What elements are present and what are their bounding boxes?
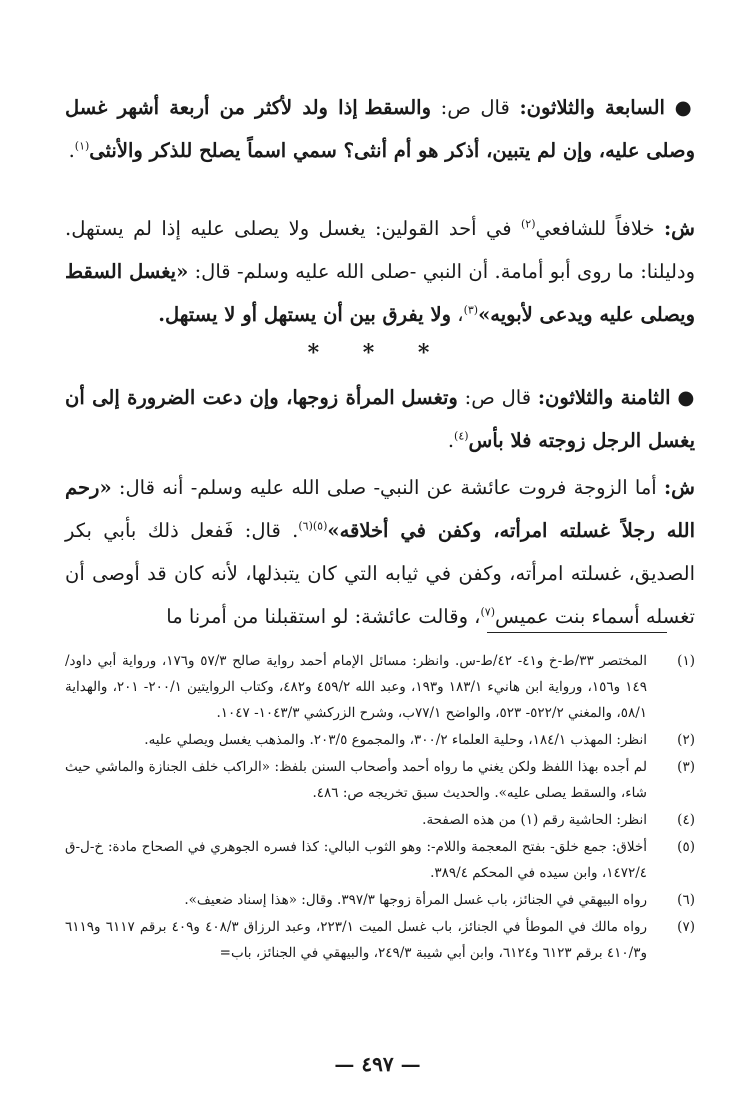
commentary-label: ش: [663,217,695,240]
page-number: — ٤٩٧ — [334,1052,421,1076]
footnote-text: أخلاق: جمع خلق- بفتح المعجمة واللام-: وهو الثوب البالي: كذا فسره الجوهري في الصحاح مادة: خ-ل-ق ١٤٧٢/٤، وابن سيده في المحكم ٣٨٩/٤. [65,839,647,881]
commentary-37-paragraph [65,207,695,336]
footnote-item [65,807,695,833]
footnote-number: (٣) [677,759,695,775]
footnote-ref: (١) [74,139,90,153]
rule-intro: قال ص: [431,96,520,119]
footnote-item [65,914,695,966]
commentary-text: خلافاً للشافعي [535,217,664,240]
rule-text: وتغسل المرأة زوجها، وإن دعت الضرورة إلى أن يغسل الرجل زوجته فلا بأس [65,386,695,452]
rule-text: والسقط إذا ولد لأكثر من أربعة أشهر غسل وصلى عليه، وإن لم يتبين، أذكر هو أم أنثى؟ سمي اسماً يصلح للذكر والأنثى [65,96,695,162]
footnote-text: انظر: المهذب ١٨٤/١، وحلية العلماء ٣٠٠/٢، والمجموع ٢٠٣/٥. والمذهب يغسل ويصلي عليه. [144,732,647,748]
footnote-ref: (٢) [520,217,536,231]
footnote-item [65,727,695,753]
rule-38-paragraph [65,376,695,462]
footnote-text: لم أجده بهذا اللفظ ولكن يغني ما رواه أحمد وأصحاب السنن بلفظ: «الراكب خلف الجنازة والماشي حيث شاء، والسقط يصلى عليه». والحديث سبق تخريجه ص: ٤٨٦. [65,759,647,801]
rule-heading: السابعة والثلاثون: [519,96,665,119]
commentary-conclusion: ولا يفرق بين أن يستهل أو لا يستهل. [158,303,452,326]
rule-heading: الثامنة والثلاثون: [537,386,671,409]
footnote-number: (٥) [677,839,695,855]
footnote-text: انظر: الحاشية رقم (١) من هذه الصفحة. [422,812,647,828]
footnote-item [65,887,695,913]
footnote-item [65,834,695,886]
footnote-ref: (٣) [463,303,479,317]
section-separator: * * * [307,340,448,366]
footnote-item [65,754,695,806]
footnote-number: (٧) [677,919,695,935]
rule-intro: قال ص: [457,386,538,409]
commentary-text: ، [451,303,464,326]
footnote-ref: (٤) [454,429,469,443]
hadith-quote: «رحم الله رجلاً غسلته امرأته، وكفن في أخلاقه» [65,476,696,542]
commentary-text: أما الزوجة فروت عائشة عن النبي- صلى الله عليه وسلم- أنه قال: [111,476,664,499]
footnote-ref: (٥)(٦) [298,519,328,533]
commentary-text: ، وقالت عائشة: لو استقبلنا من أمرنا ما [166,605,481,628]
footnotes [65,648,695,967]
commentary-label: ش: [663,476,695,499]
footnote-divider [487,632,667,633]
rule-tail: . [447,429,455,452]
footnote-item [65,648,695,726]
rule-37-paragraph [65,86,695,172]
footnote-number: (٦) [677,892,695,908]
bullet-icon: ● [674,96,696,119]
commentary-text: في أحد القولين: يغسل ولا يصلى عليه إذا لم يستهل. ودليلنا: ما روى أبو أمامة. أن النبي -صلى الله عليه وسلم- قال: [65,217,695,283]
footnote-text: رواه البيهقي في الجنائز، باب غسل المرأة زوجها ٣٩٧/٣. وقال: «هذا إسناد ضعيف». [184,892,647,908]
footnote-number: (١) [677,653,695,669]
footnote-number: (٢) [677,732,695,748]
commentary-38-paragraph [65,466,695,638]
footnote-number: (٤) [677,812,695,828]
rule-tail: . [68,139,75,162]
footnote-text: المختصر ٣٣/ط-خ و٤١- ٤٢/ط-س. وانظر: مسائل الإمام أحمد رواية صالح ٥٧/٣ و١٧٦، ورواية أبي داود/١٤٩ و١٥٦، ورواية ابن هانيء ١٨٣/١ و١٩٣، وعبد الله ٤٥٩/٢ و٤٨٢، وكتاب الروايتين ٢٠٠/١- ٢٠١، والهداية ٥٨/١، والمغني ٥٢٢/٢- ٥٢٣، والواضح ٧٧/١ب، وشرح الزركشي ١٠٤٣/٣- ١٠٤٧. [65,653,648,721]
footnote-text: رواه مالك في الموطأ في الجنائز، باب غسل الميت ٢٢٣/١، وعبد الرزاق ٤٠٨/٣ و٤٠٩ برقم ٦١١٧ و٦١١٩ و٤١٠/٣ برقم ٦١٢٣ و٦١٢٤، وابن أبي شيبة ٢٤٩/٣، والبيهقي في الجنائز، باب= [65,919,648,961]
footnote-ref: (٧) [480,605,495,619]
commentary-text: . قال: فَفعل ذلك بأبي بكر الصديق، غسلته امرأته، وكفن في ثيابه التي كان يتبذلها، لأنه كان قد أوصى أن تغسله أسماء بنت عميس [65,519,695,628]
hadith-quote: «يغسل السقط ويصلى عليه ويدعى لأبويه» [65,260,695,326]
bullet-icon: ● [677,386,696,409]
